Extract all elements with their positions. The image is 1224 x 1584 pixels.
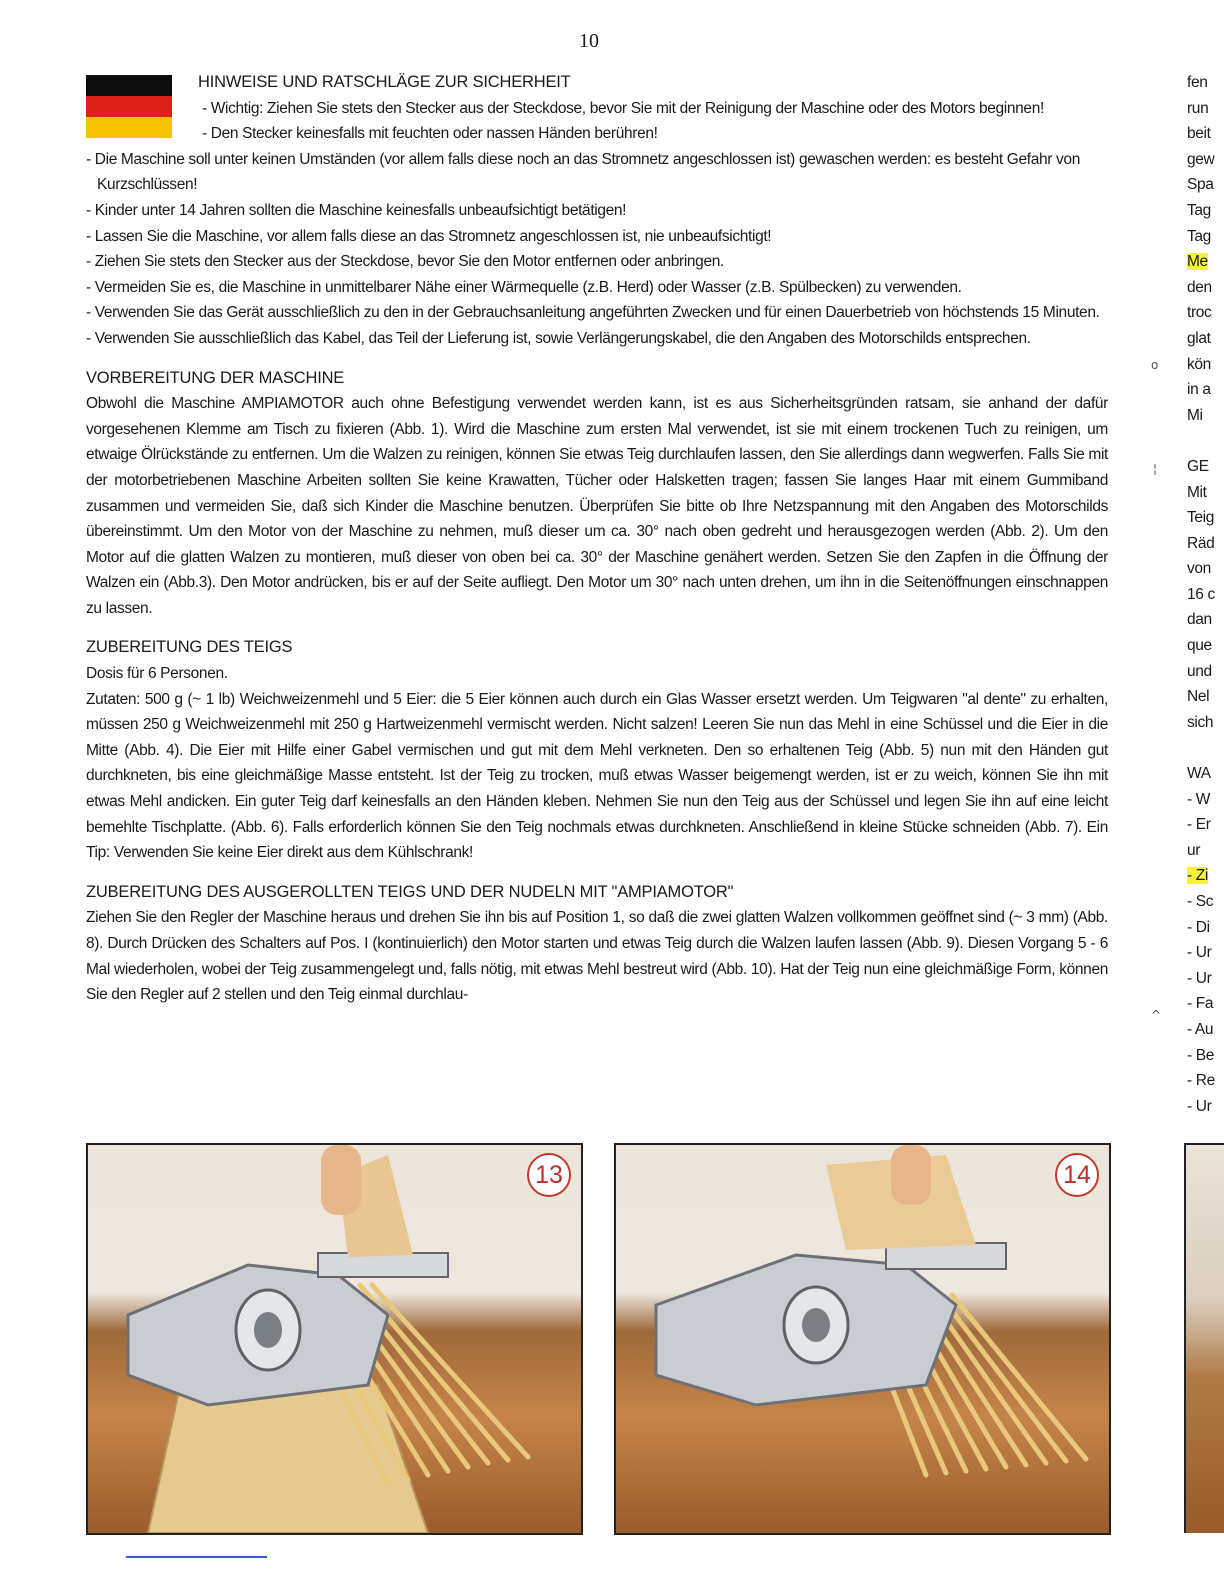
fragment-line: Mi [1187, 406, 1203, 424]
dough-dose: Dosis für 6 Personen. [86, 665, 228, 683]
fragment-line: Mit [1187, 483, 1207, 501]
fragment-line: fen [1187, 74, 1208, 91]
safety-item: - Verwenden Sie ausschließlich das Kabel, das Teil der Lieferung ist, sowie Verlängerungskabel, die den Angaben des Motorschilds entsprechen. [86, 329, 1031, 347]
fragment-line: 16 c [1187, 585, 1215, 603]
fragment-line: - Be [1187, 1046, 1215, 1064]
fragment-line: glat [1187, 329, 1211, 347]
rolling-body: Ziehen Sie den Regler der Maschine heraus und drehen Sie ihn bis auf Position 1, so daß die zwei glatten Walzen vollkommen geöffnet sind (~ 3 mm) (Abb. 8). Durch Drücken des Schalters auf Pos. I (kontinuierlich) den Motor starten und etwas Teig durch die Walzen laufen lassen (Abb. 9). Diesen Vorgang 5 - 6 Mal wiederholen, wobei der Teig zusammengelegt und, falls nötig, mit etwas Mehl bestreut wird (Abb. 10). Hat der Teig nun eine gleichmäßige Form, können Sie den Regler auf 2 stellen und den Teig einmal durchlau- [86, 909, 1108, 1004]
rolling-section [86, 880, 1108, 1008]
safety-item: - Vermeiden Sie es, die Maschine in unmittelbarer Nähe einer Wärmequelle (z.B. Herd) oder Wasser (z.B. Spülbecken) zu verwenden. [86, 278, 962, 296]
fragment-line: WA [1187, 765, 1211, 783]
fragment-line-highlighted [1187, 249, 1224, 275]
figure-14-photo [614, 1143, 1111, 1535]
fragment-line: - Au [1187, 1020, 1214, 1038]
fragment-line: que [1187, 637, 1212, 655]
margin-tick-icon: ¦ [1153, 462, 1158, 476]
dough-heading: ZUBEREITUNG DES TEIGS [86, 638, 293, 657]
fragment-line: den [1187, 278, 1212, 296]
pasta-machine-illustration [616, 1145, 1109, 1533]
fragment-line: von [1187, 560, 1211, 578]
fragment-line: troc [1187, 304, 1212, 322]
fragment-line: - Re [1187, 1072, 1215, 1090]
figure-13-photo [86, 1143, 583, 1535]
fragment-line: Tag [1187, 201, 1211, 219]
adjacent-page-fragment [1187, 70, 1224, 1160]
adjacent-figure-fragment [1184, 1143, 1224, 1533]
margin-dot-icon: o [1151, 358, 1159, 372]
figure-number-badge: 13 [527, 1153, 571, 1197]
fragment-line: kön [1187, 355, 1211, 373]
fragment-line: - Ur [1187, 944, 1212, 962]
fragment-line: Tag [1187, 227, 1211, 245]
fragment-line: Spa [1187, 176, 1214, 194]
highlight-mark: Me [1187, 253, 1208, 271]
fragment-line: in a [1187, 381, 1211, 399]
pasta-machine-illustration [88, 1145, 581, 1533]
fragment-line: - Er [1187, 816, 1211, 834]
safety-intro-line: - Den Stecker keinesfalls mit feuchten oder nassen Händen berühren! [202, 125, 658, 143]
safety-item: - Lassen Sie die Maschine, vor allem falls diese an das Stromnetz angeschlossen ist, nie unbeaufsichtigt! [86, 227, 772, 245]
fragment-line: ur [1187, 841, 1201, 859]
safety-item: - Ziehen Sie stets den Stecker aus der Steckdose, bevor Sie den Motor entfernen oder anbringen. [86, 253, 724, 271]
safety-intro-line: - Wichtig: Ziehen Sie stets den Stecker aus der Steckdose, bevor Sie mit der Reinigung der Maschine oder des Motors beginnen! [202, 99, 1044, 117]
safety-item: - Kinder unter 14 Jahren sollten die Maschine keinesfalls unbeaufsichtigt betätigen! [86, 201, 627, 219]
german-flag-icon [86, 75, 172, 138]
fragment-line: gew [1187, 150, 1215, 168]
fragment-line: - Di [1187, 918, 1210, 936]
fragment-line-highlighted [1187, 863, 1224, 889]
rolling-heading: ZUBEREITUNG DES AUSGEROLLTEN TEIGS UND DER NUDELN MIT "AMPIAMOTOR" [86, 882, 734, 901]
fragment-line: Teig [1187, 509, 1215, 527]
figure-number-badge: 14 [1055, 1153, 1099, 1197]
safety-list [86, 147, 1108, 352]
highlight-mark: - Zi [1187, 867, 1208, 885]
dough-body: Zutaten: 500 g (~ 1 lb) Weichweizenmehl und 5 Eier: die 5 Eier können auch durch ein Glas Wasser ersetzt werden. Um Teigwaren "al dente" zu erhalten, müssen 250 g Weichweizenmehl mit 250 g Hartweizenmehl vermischt werden. Nicht salzen! Leeren Sie nun das Mehl in eine Schüssel und die Eier in die Mitte (Abb. 4). Die Eier mit Hilfe einer Gabel vermischen und gut mit dem Mehl verkneten. Den so erhaltenen Teig (Abb. 5) nun mit den Händen gut durchkneten, bis eine gleichmäßige Masse entsteht. Ist der Teig zu trocken, muß etwas Wasser beigemengt werden, ist er zu weich, können Sie ihn mit etwas Mehl andicken. Ein guter Teig darf keinesfalls an den Händen kleben. Nehmen Sie nun den Teig aus der Schüssel und legen Sie ihn auf eine leicht bemehlte Tischplatte. (Abb. 6). Falls erforderlich können Sie den Teig nochmals etwas durchkneten. Anschließend in kleine Stücke schneiden (Abb. 7). Ein Tip: Verwenden Sie keine Eier direkt aus dem Kühlschrank! [86, 690, 1108, 862]
fragment-line: dan [1187, 611, 1212, 629]
fragment-gap [1187, 735, 1224, 761]
fragment-line: Räd [1187, 534, 1215, 552]
fragment-gap [1187, 428, 1224, 454]
page-number: 10 [579, 30, 599, 52]
fragment-line: - Sc [1187, 893, 1214, 910]
fragment-line: - Fa [1187, 995, 1214, 1013]
fragment-line: und [1187, 662, 1212, 680]
main-column [86, 70, 1108, 1008]
preparation-heading: VORBEREITUNG DER MASCHINE [86, 368, 345, 387]
hyperlink-underline[interactable] [126, 1556, 267, 1558]
dough-section [86, 635, 1108, 865]
safety-intro [198, 70, 1108, 147]
safety-heading: HINWEISE UND RATSCHLÄGE ZUR SICHERHEIT [198, 73, 571, 91]
fragment-line: GE [1187, 457, 1209, 475]
fragment-line: beit [1187, 125, 1211, 143]
fragment-line: Nel [1187, 688, 1210, 706]
safety-item: - Die Maschine soll unter keinen Umständen (vor allem falls diese noch an das Stromnetz angeschlossen ist) gewaschen werden: es besteht Gefahr von Kurzschlüssen! [86, 150, 1080, 194]
fragment-line: - W [1187, 790, 1211, 808]
fragment-line: - Ur [1187, 969, 1212, 987]
safety-item: - Verwenden Sie das Gerät ausschließlich zu den in der Gebrauchsanleitung angeführten Zwecken und für einen Dauerbetrieb von höchstends 15 Minuten. [86, 304, 1100, 322]
preparation-section [86, 366, 1108, 622]
preparation-body: Obwohl die Maschine AMPIAMOTOR auch ohne Befestigung verwendet werden kann, ist es aus Sicherheitsgründen ratsam, sie anhand der dafür vorgesehenen Klemme am Tisch zu fixieren (Abb. 1). Wird die Maschine zum ersten Mal verwendet, ist sie mit einem trockenen Tuch zu reinigen, um etwaige Ölrückstände zu entfernen. Um die Walzen zu reinigen, können Sie etwas Teig durchlaufen lassen, den Sie allerdings dann wegwerfen. Falls Sie mit der motorbetriebenen Maschine Arbeiten sollten Sie keine Krawatten, Tücher oder Halsketten tragen; fassen Sie langes Haar mit einem Gummiband zusammen und vermeiden Sie, daß sich Kinder die Maschine benutzen. Überprüfen Sie bitte ob Ihre Netzspannung mit den Angaben des Motorschilds übereinstimmt. Um den Motor von der Maschine zu nehmen, muß dieser um ca. 30° nach oben gedreht und herausgezogen werden (Abb. 2). Um den Motor auf die glatten Walzen zu montieren, muß dieser von oben bei ca. 30° der Maschine genähert werden. Setzen Sie den Zapfen in die Öffnung der Walzen ein (Abb.3). Den Motor andrücken, bis er auf der Seite aufliegt. Den Motor um 30° nach unten drehen, um ihn in die Seitenöffnungen einschnappen zu lassen. [86, 395, 1108, 617]
fragment-line: - Ur [1187, 1097, 1212, 1115]
fragment-line: sich [1187, 713, 1214, 731]
figure-row [86, 1143, 1108, 1531]
fragment-line: run [1187, 99, 1209, 117]
margin-caret-icon: ^ [1151, 1008, 1162, 1022]
